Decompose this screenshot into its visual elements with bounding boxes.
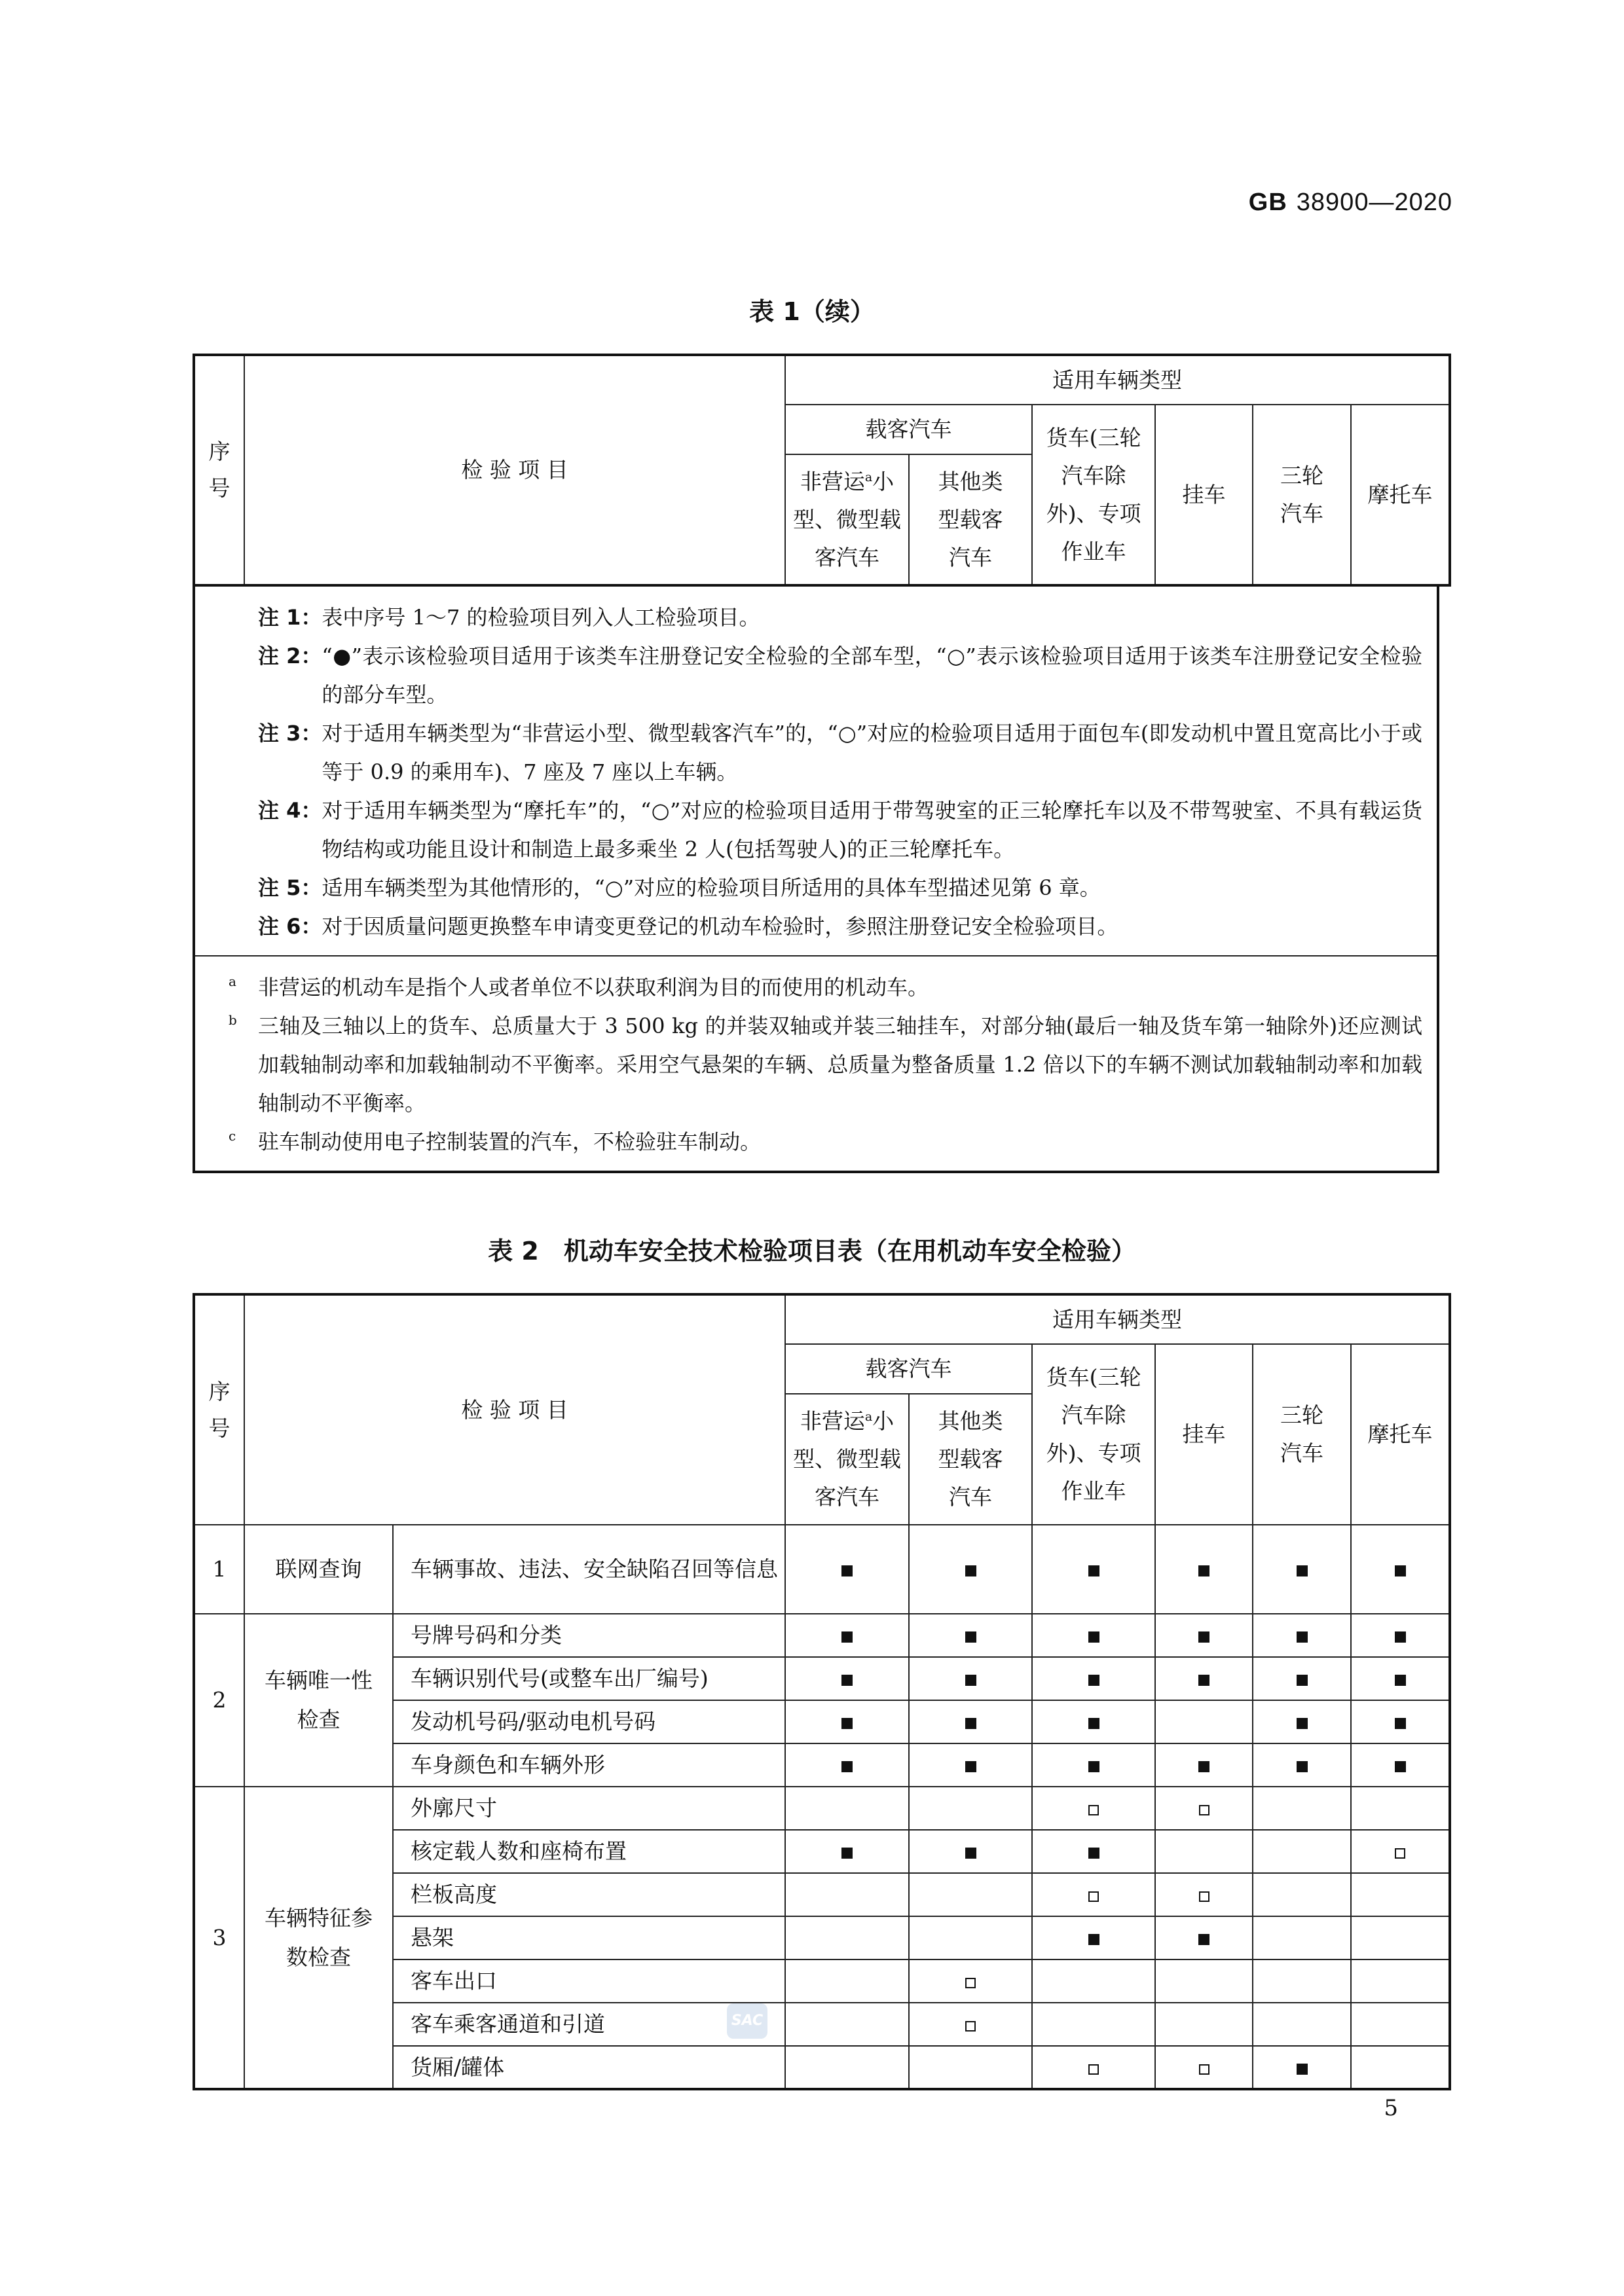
col-tricycle: 三轮汽车 (1253, 405, 1351, 585)
note: 注 6： 对于因质量问题更换整车申请变更登记的机动车检验时，参照注册登记安全检验项目。 (258, 914, 1118, 939)
open-square-mark (1395, 1848, 1405, 1859)
col-passenger: 载客汽车 (785, 405, 1032, 454)
applicability-cell (1253, 1700, 1351, 1743)
filled-square-mark (1088, 1718, 1099, 1729)
filled-square-mark (841, 1565, 853, 1576)
table-row (194, 1525, 1450, 1614)
item-name: 发动机号码/驱动电机号码 (393, 1700, 785, 1743)
applicability-cell (1351, 1614, 1450, 1657)
applicability-cell (1032, 1614, 1155, 1657)
item-name: 核定载人数和座椅布置 (393, 1830, 785, 1873)
footnote: a 非营运的机动车是指个人或者单位不以获取利润为目的而使用的机动车。 (229, 974, 929, 1000)
col-truck: 货车(三轮汽车除外)、专项作业车 (1032, 1344, 1155, 1525)
applicability-cell (1253, 1657, 1351, 1700)
note: 注 3： 对于适用车辆类型为“非营运小型、微型载客汽车”的，“○”对应的检验项目适用于面包车(即发动机中置且宽高比小于或等于 0.9 的乘用车)、7 座及 7 座以上车辆。 (258, 721, 1422, 784)
note: 注 2： “●”表示该检验项目适用于该类车注册登记安全检验的全部车型，“○”表示该检验项目适用于该类车注册登记安全检验的部分车型。 (258, 644, 1422, 707)
col-applicable: 适用车辆类型 (785, 355, 1450, 405)
applicability-cell (909, 1959, 1032, 2003)
applicability-cell (785, 1916, 909, 1959)
filled-square-mark (1088, 1631, 1099, 1643)
applicability-cell (1155, 2046, 1253, 2089)
applicability-cell (785, 2003, 909, 2046)
col-nonop-small: 非营运$^a$小型、微型载客汽车 (785, 454, 909, 585)
open-square-mark (1088, 2064, 1099, 2075)
table-row (194, 1614, 1450, 1657)
col-tricycle: 三轮汽车 (1253, 1344, 1351, 1525)
applicability-cell (1351, 1873, 1450, 1916)
filled-square-mark (1395, 1675, 1406, 1686)
col-item: 检 验 项 目 (244, 355, 785, 585)
applicability-cell (1351, 1959, 1450, 2003)
open-square-mark (1199, 2064, 1209, 2075)
applicability-cell (1253, 1743, 1351, 1787)
col-seq: 序号 (194, 1294, 244, 1525)
filled-square-mark (1297, 1631, 1308, 1643)
filled-square-mark (965, 1631, 976, 1643)
applicability-cell (785, 1525, 909, 1614)
group-seq: 3 (194, 1787, 244, 2089)
filled-square-mark (1198, 1631, 1209, 1643)
applicability-cell (1032, 1743, 1155, 1787)
filled-square-mark (1395, 1631, 1406, 1643)
applicability-cell (785, 1830, 909, 1873)
applicability-cell (1032, 1657, 1155, 1700)
col-motorcycle: 摩托车 (1351, 1344, 1450, 1525)
col-other-passenger: 其他类型载客汽车 (909, 1394, 1032, 1525)
open-square-mark (1199, 1891, 1209, 1902)
applicability-cell (1351, 1525, 1450, 1614)
applicability-cell (909, 1614, 1032, 1657)
applicability-cell (909, 2046, 1032, 2089)
applicability-cell (785, 1743, 909, 1787)
item-name: 客车乘客通道和引道 (393, 2003, 785, 2046)
item-name: 车身颜色和车辆外形 (393, 1743, 785, 1787)
table1-header (193, 354, 1451, 587)
filled-square-mark (841, 1675, 853, 1686)
open-square-mark (965, 1978, 976, 1988)
open-square-mark (1088, 1891, 1099, 1902)
applicability-cell (785, 1614, 909, 1657)
item-name: 车辆识别代号(或整车出厂编号) (393, 1657, 785, 1700)
applicability-cell (1155, 1614, 1253, 1657)
note: 注 4： 对于适用车辆类型为“摩托车”的，“○”对应的检验项目适用于带驾驶室的正三轮摩托车以及不带驾驶室、不具有载运货物结构或功能且设计和制造上最多乘坐 2 人(包括驾驶人)的正三轮摩托车。 (258, 798, 1422, 862)
filled-square-mark (965, 1675, 976, 1686)
applicability-cell (1351, 1700, 1450, 1743)
applicability-cell (1351, 2046, 1450, 2089)
applicability-cell (1351, 1657, 1450, 1700)
filled-square-mark (965, 1848, 976, 1859)
filled-square-mark (1198, 1934, 1209, 1945)
applicability-cell (909, 2003, 1032, 2046)
item-name: 悬架 (393, 1916, 785, 1959)
group-name: 联网查询 (244, 1525, 393, 1614)
applicability-cell (1155, 1916, 1253, 1959)
applicability-cell (1032, 1700, 1155, 1743)
filled-square-mark (1088, 1565, 1099, 1576)
applicability-cell (1253, 2046, 1351, 2089)
applicability-cell (1155, 1787, 1253, 1830)
col-item: 检 验 项 目 (244, 1294, 785, 1525)
filled-square-mark (841, 1631, 853, 1643)
col-motorcycle: 摩托车 (1351, 405, 1450, 585)
group-seq: 1 (194, 1525, 244, 1614)
item-name: 客车出口 (393, 1959, 785, 2003)
applicability-cell (909, 1700, 1032, 1743)
filled-square-mark (1088, 1675, 1099, 1686)
applicability-cell (1032, 1959, 1155, 2003)
filled-square-mark (965, 1718, 976, 1729)
page-number: 5 (1384, 2095, 1398, 2121)
applicability-cell (1351, 1743, 1450, 1787)
table1-notes (193, 587, 1439, 1173)
filled-square-mark (1088, 1761, 1099, 1772)
applicability-cell (1253, 1959, 1351, 2003)
applicability-cell (1253, 1787, 1351, 1830)
col-other-passenger: 其他类型载客汽车 (909, 454, 1032, 585)
sac-watermark: SAC (727, 2003, 767, 2039)
applicability-cell (909, 1657, 1032, 1700)
applicability-cell (1155, 1700, 1253, 1743)
item-name: 车辆事故、违法、安全缺陷召回等信息 (393, 1525, 785, 1614)
filled-square-mark (1198, 1565, 1209, 1576)
filled-square-mark (841, 1761, 853, 1772)
applicability-cell (785, 1959, 909, 2003)
filled-square-mark (1297, 1565, 1308, 1576)
filled-square-mark (1297, 1761, 1308, 1772)
applicability-cell (1155, 1657, 1253, 1700)
filled-square-mark (841, 1848, 853, 1859)
applicability-cell (1155, 1743, 1253, 1787)
filled-square-mark (1198, 1675, 1209, 1686)
footnote: b 三轴及三轴以上的货车、总质量大于 3 500 kg 的并装双轴或并装三轴挂车，对部分轴(最后一轴及货车第一轴除外)还应测试加载轴制动率和加载轴制动不平衡率。采用空气悬架的车辆、总质量为整备质量 1.2 倍以下的车辆不测试加载轴制动率和加载轴制动不平衡率。 (229, 1012, 1422, 1116)
applicability-cell (1351, 1916, 1450, 1959)
open-square-mark (965, 2021, 976, 2032)
standard-number: GB 38900—2020 (1248, 189, 1452, 216)
applicability-cell (1253, 2003, 1351, 2046)
applicability-cell (1253, 1525, 1351, 1614)
col-truck: 货车(三轮汽车除外)、专项作业车 (1032, 405, 1155, 585)
applicability-cell (909, 1873, 1032, 1916)
filled-square-mark (965, 1565, 976, 1576)
filled-square-mark (1088, 1934, 1099, 1945)
applicability-cell (785, 1873, 909, 1916)
applicability-cell (1253, 1614, 1351, 1657)
applicability-cell (1253, 1830, 1351, 1873)
open-square-mark (1088, 1805, 1099, 1815)
footnotes-section (195, 955, 1437, 1171)
item-name: 货厢/罐体 (393, 2046, 785, 2089)
applicability-cell (1351, 1830, 1450, 1873)
footnote: c 驻车制动使用电子控制装置的汽车，不检验驻车制动。 (229, 1128, 762, 1154)
applicability-cell (1155, 1873, 1253, 1916)
note: 注 5： 适用车辆类型为其他情形的，“○”对应的检验项目所适用的具体车型描述见第 6 章。 (258, 875, 1101, 900)
table-row (194, 1787, 1450, 1830)
applicability-cell (1032, 2046, 1155, 2089)
table2-caption: 表 2 机动车安全技术检验项目表（在用机动车安全检验） (488, 1237, 1136, 1266)
applicability-cell (785, 1787, 909, 1830)
applicability-cell (785, 1700, 909, 1743)
item-name: 号牌号码和分类 (393, 1614, 785, 1657)
filled-square-mark (1198, 1761, 1209, 1772)
applicability-cell (1032, 2003, 1155, 2046)
applicability-cell (909, 1787, 1032, 1830)
applicability-cell (1032, 1787, 1155, 1830)
applicability-cell (1253, 1873, 1351, 1916)
filled-square-mark (1297, 1675, 1308, 1686)
filled-square-mark (1395, 1565, 1406, 1576)
applicability-cell (1032, 1830, 1155, 1873)
filled-square-mark (1088, 1848, 1099, 1859)
notes-section (195, 587, 1437, 955)
applicability-cell (1155, 1959, 1253, 2003)
col-passenger: 载客汽车 (785, 1344, 1032, 1394)
applicability-cell (909, 1916, 1032, 1959)
item-name: 外廓尺寸 (393, 1787, 785, 1830)
col-applicable: 适用车辆类型 (785, 1294, 1450, 1344)
applicability-cell (785, 1657, 909, 1700)
group-name: 车辆特征参数检查 (244, 1787, 393, 2089)
filled-square-mark (1395, 1761, 1406, 1772)
table1-caption: 表 1（续） (749, 297, 875, 326)
filled-square-mark (1297, 1718, 1308, 1729)
col-trailer: 挂车 (1155, 405, 1253, 585)
note: 注 1： 表中序号 1～7 的检验项目列入人工检验项目。 (258, 605, 760, 630)
group-name: 车辆唯一性检查 (244, 1614, 393, 1787)
applicability-cell (1032, 1525, 1155, 1614)
applicability-cell (909, 1830, 1032, 1873)
applicability-cell (1351, 2003, 1450, 2046)
applicability-cell (1155, 2003, 1253, 2046)
group-seq: 2 (194, 1614, 244, 1787)
filled-square-mark (841, 1718, 853, 1729)
col-nonop-small: 非营运$^a$小型、微型载客汽车 (785, 1394, 909, 1525)
applicability-cell (785, 2046, 909, 2089)
applicability-cell (1253, 1916, 1351, 1959)
open-square-mark (1199, 1805, 1209, 1815)
filled-square-mark (1297, 2064, 1308, 2075)
applicability-cell (909, 1743, 1032, 1787)
applicability-cell (1351, 1787, 1450, 1830)
table2 (193, 1293, 1451, 2090)
item-name: 栏板高度 (393, 1873, 785, 1916)
filled-square-mark (1395, 1718, 1406, 1729)
applicability-cell (1032, 1916, 1155, 1959)
filled-square-mark (965, 1761, 976, 1772)
col-seq: 序号 (194, 355, 244, 585)
applicability-cell (909, 1525, 1032, 1614)
applicability-cell (1155, 1830, 1253, 1873)
applicability-cell (1032, 1873, 1155, 1916)
applicability-cell (1155, 1525, 1253, 1614)
col-trailer: 挂车 (1155, 1344, 1253, 1525)
